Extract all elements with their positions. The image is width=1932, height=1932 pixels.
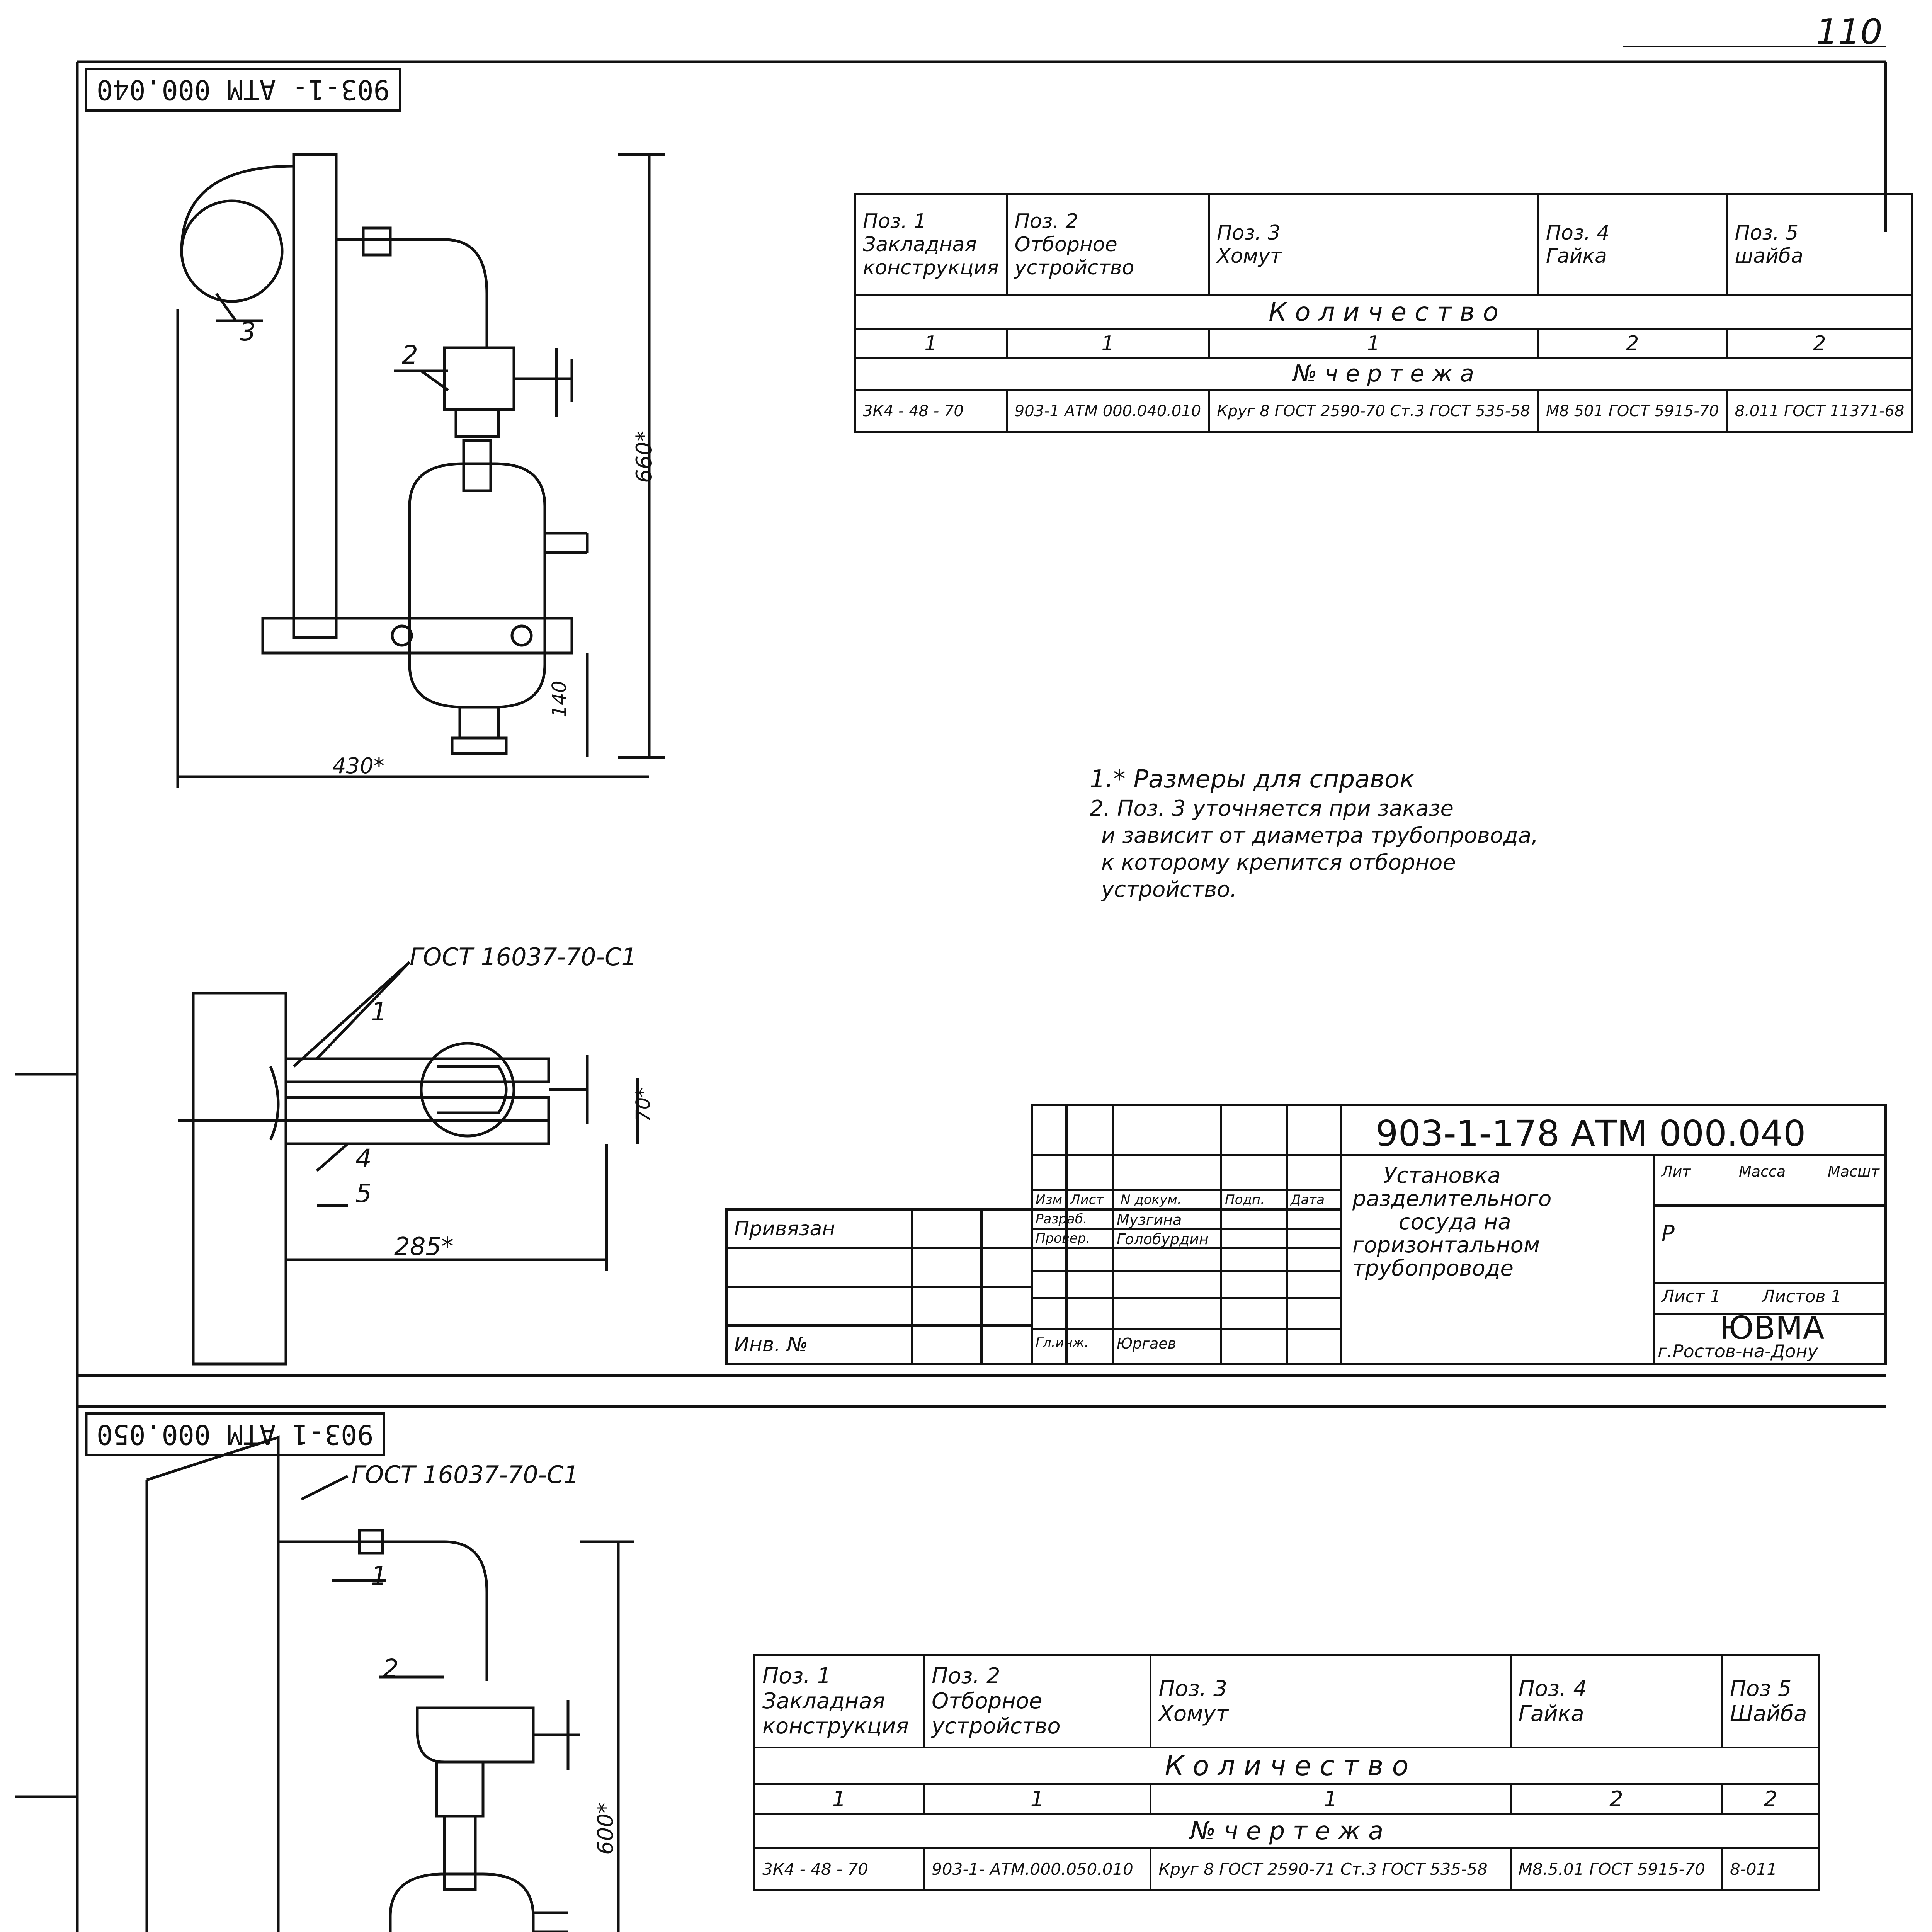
callout-3: 3 — [240, 317, 256, 347]
drawing-4: М8.5.01 ГОСТ 5915-70 — [1510, 1848, 1722, 1891]
tb1-inv: Инв. № — [734, 1333, 808, 1356]
dim-600: 600* — [593, 1803, 618, 1855]
drawing-3: Круг 8 ГОСТ 2590-70 Ст.3 ГОСТ 535-58 — [1209, 390, 1538, 432]
drawing-2: 903-1 АТМ 000.040.010 — [1007, 390, 1209, 432]
tb1-col-podp: Подп. — [1225, 1192, 1265, 1208]
tb1-org: ЮВМА — [1719, 1310, 1825, 1347]
drawing-label: № ч е р т е ж а — [855, 358, 1912, 390]
drawing-1: 3К4 - 48 - 70 — [855, 390, 1007, 432]
tb1-title-2: разделительного — [1352, 1186, 1552, 1211]
spec-header-5: Поз. 5 шайба — [1727, 194, 1912, 295]
qty-3: 1 — [1151, 1784, 1510, 1815]
note-1: 1.* Размеры для справок — [1090, 765, 1415, 794]
qty-2: 1 — [1007, 330, 1209, 358]
tb1-role-1: Разраб. — [1036, 1211, 1087, 1227]
note-3: и зависит от диаметра трубопровода, — [1101, 823, 1539, 848]
sheet1-front-view — [178, 155, 665, 788]
sheet1-spec-table — [854, 193, 1913, 433]
tb1-city: г.Ростов-на-Дону — [1658, 1341, 1818, 1362]
tb1-col-list: Лист — [1070, 1192, 1104, 1208]
tb1-role-2: Провер. — [1036, 1231, 1090, 1246]
qty-4: 2 — [1538, 330, 1727, 358]
sheet1-stamp: 903-1- АТМ 000.040 — [85, 68, 401, 112]
qty-5: 2 — [1727, 330, 1912, 358]
tb1-title-3: сосуда на — [1399, 1209, 1511, 1235]
dim-660: 660* — [631, 431, 657, 483]
qty-4: 2 — [1510, 1784, 1722, 1815]
tb1-title-5: трубопроводе — [1352, 1256, 1514, 1281]
spec-header-2: Поз. 2 Отборное устройство — [1007, 194, 1209, 295]
tb1-name-1: Музгина — [1117, 1211, 1182, 1228]
qty-1: 1 — [755, 1784, 924, 1815]
note-5: устройство. — [1101, 877, 1237, 902]
sheet2-stamp: 903-1 АТМ 000.050 — [85, 1412, 385, 1456]
callout-2b: 2 — [383, 1654, 399, 1684]
tb1-lit-label: Лит — [1662, 1163, 1691, 1180]
qty-2: 1 — [924, 1784, 1151, 1815]
callout-4: 4 — [355, 1144, 372, 1173]
dim-430: 430* — [332, 753, 384, 779]
drawing-5: 8-011 — [1722, 1848, 1819, 1891]
tb1-col-izm: Изм — [1036, 1192, 1063, 1208]
drawing-5: 8.011 ГОСТ 11371-68 — [1727, 390, 1912, 432]
drawing-1: 3К4 - 48 - 70 — [755, 1848, 924, 1891]
drawing-4: М8 501 ГОСТ 5915-70 — [1538, 390, 1727, 432]
drawing-label: № ч е р т е ж а — [755, 1815, 1819, 1848]
tb1-title-4: горизонтальном — [1352, 1233, 1540, 1258]
tb1-scale-label: Масшт — [1828, 1163, 1879, 1180]
tb1-lit-value: Р — [1662, 1221, 1675, 1246]
sheet2-front-view — [104, 1437, 634, 1932]
sheet2-spec-table — [753, 1654, 1820, 1891]
tb1-privyazan: Привязан — [734, 1217, 835, 1240]
tb1-name-2: Голобурдин — [1117, 1231, 1209, 1248]
spec-header-4: Поз. 4 Гайка — [1538, 194, 1727, 295]
weld-label: ГОСТ 16037-70-С1 — [410, 943, 637, 971]
weld-label-2: ГОСТ 16037-70-С1 — [352, 1461, 579, 1489]
qty-label: К о л и ч е с т в о — [755, 1748, 1819, 1784]
drawing-2: 903-1- АТМ.000.050.010 — [924, 1848, 1151, 1891]
tb1-name-3: Юргаев — [1117, 1335, 1177, 1352]
tb1-mass-label: Масса — [1739, 1163, 1786, 1180]
note-2: 2. Поз. 3 уточняется при заказе — [1090, 796, 1454, 821]
tb1-title-1: Установка — [1383, 1163, 1501, 1188]
spec-header-5: Поз 5 Шайба — [1722, 1655, 1819, 1748]
callout-5: 5 — [355, 1179, 372, 1208]
spec-header-3: Поз. 3 Хомут — [1209, 194, 1538, 295]
spec-header-1: Поз. 1 Закладная конструкция — [755, 1655, 924, 1748]
callout-2: 2 — [402, 340, 418, 370]
spec-header-4: Поз. 4 Гайка — [1510, 1655, 1722, 1748]
callout-1b: 1 — [371, 1561, 387, 1591]
note-4: к которому крепится отборное — [1101, 850, 1456, 875]
qty-5: 2 — [1722, 1784, 1819, 1815]
dim-285: 285* — [394, 1233, 454, 1261]
callout-1: 1 — [371, 997, 387, 1027]
spec-header-2: Поз. 2 Отборное устройство — [924, 1655, 1151, 1748]
qty-1: 1 — [855, 330, 1007, 358]
page-number: 110 — [1816, 12, 1883, 52]
tb1-code: 903-1-178 АТМ 000.040 — [1376, 1113, 1806, 1154]
drawing-3: Круг 8 ГОСТ 2590-71 Ст.3 ГОСТ 535-58 — [1151, 1848, 1510, 1891]
qty-3: 1 — [1209, 330, 1538, 358]
qty-label: К о л и ч е с т в о — [855, 295, 1912, 330]
dim-140: 140 — [548, 680, 571, 718]
spec-header-3: Поз. 3 Хомут — [1151, 1655, 1510, 1748]
dim-70: 70* — [632, 1087, 655, 1122]
sheet1-plan-view — [178, 962, 638, 1364]
tb1-col-ndok: N докум. — [1121, 1192, 1182, 1208]
tb1-role-3: Гл.инж. — [1036, 1335, 1089, 1350]
tb1-col-data: Дата — [1291, 1192, 1325, 1208]
tb1-sheets: Листов 1 — [1762, 1287, 1842, 1306]
spec-header-1: Поз. 1 Закладная конструкция — [855, 194, 1007, 295]
tb1-sheet: Лист 1 — [1662, 1287, 1721, 1306]
